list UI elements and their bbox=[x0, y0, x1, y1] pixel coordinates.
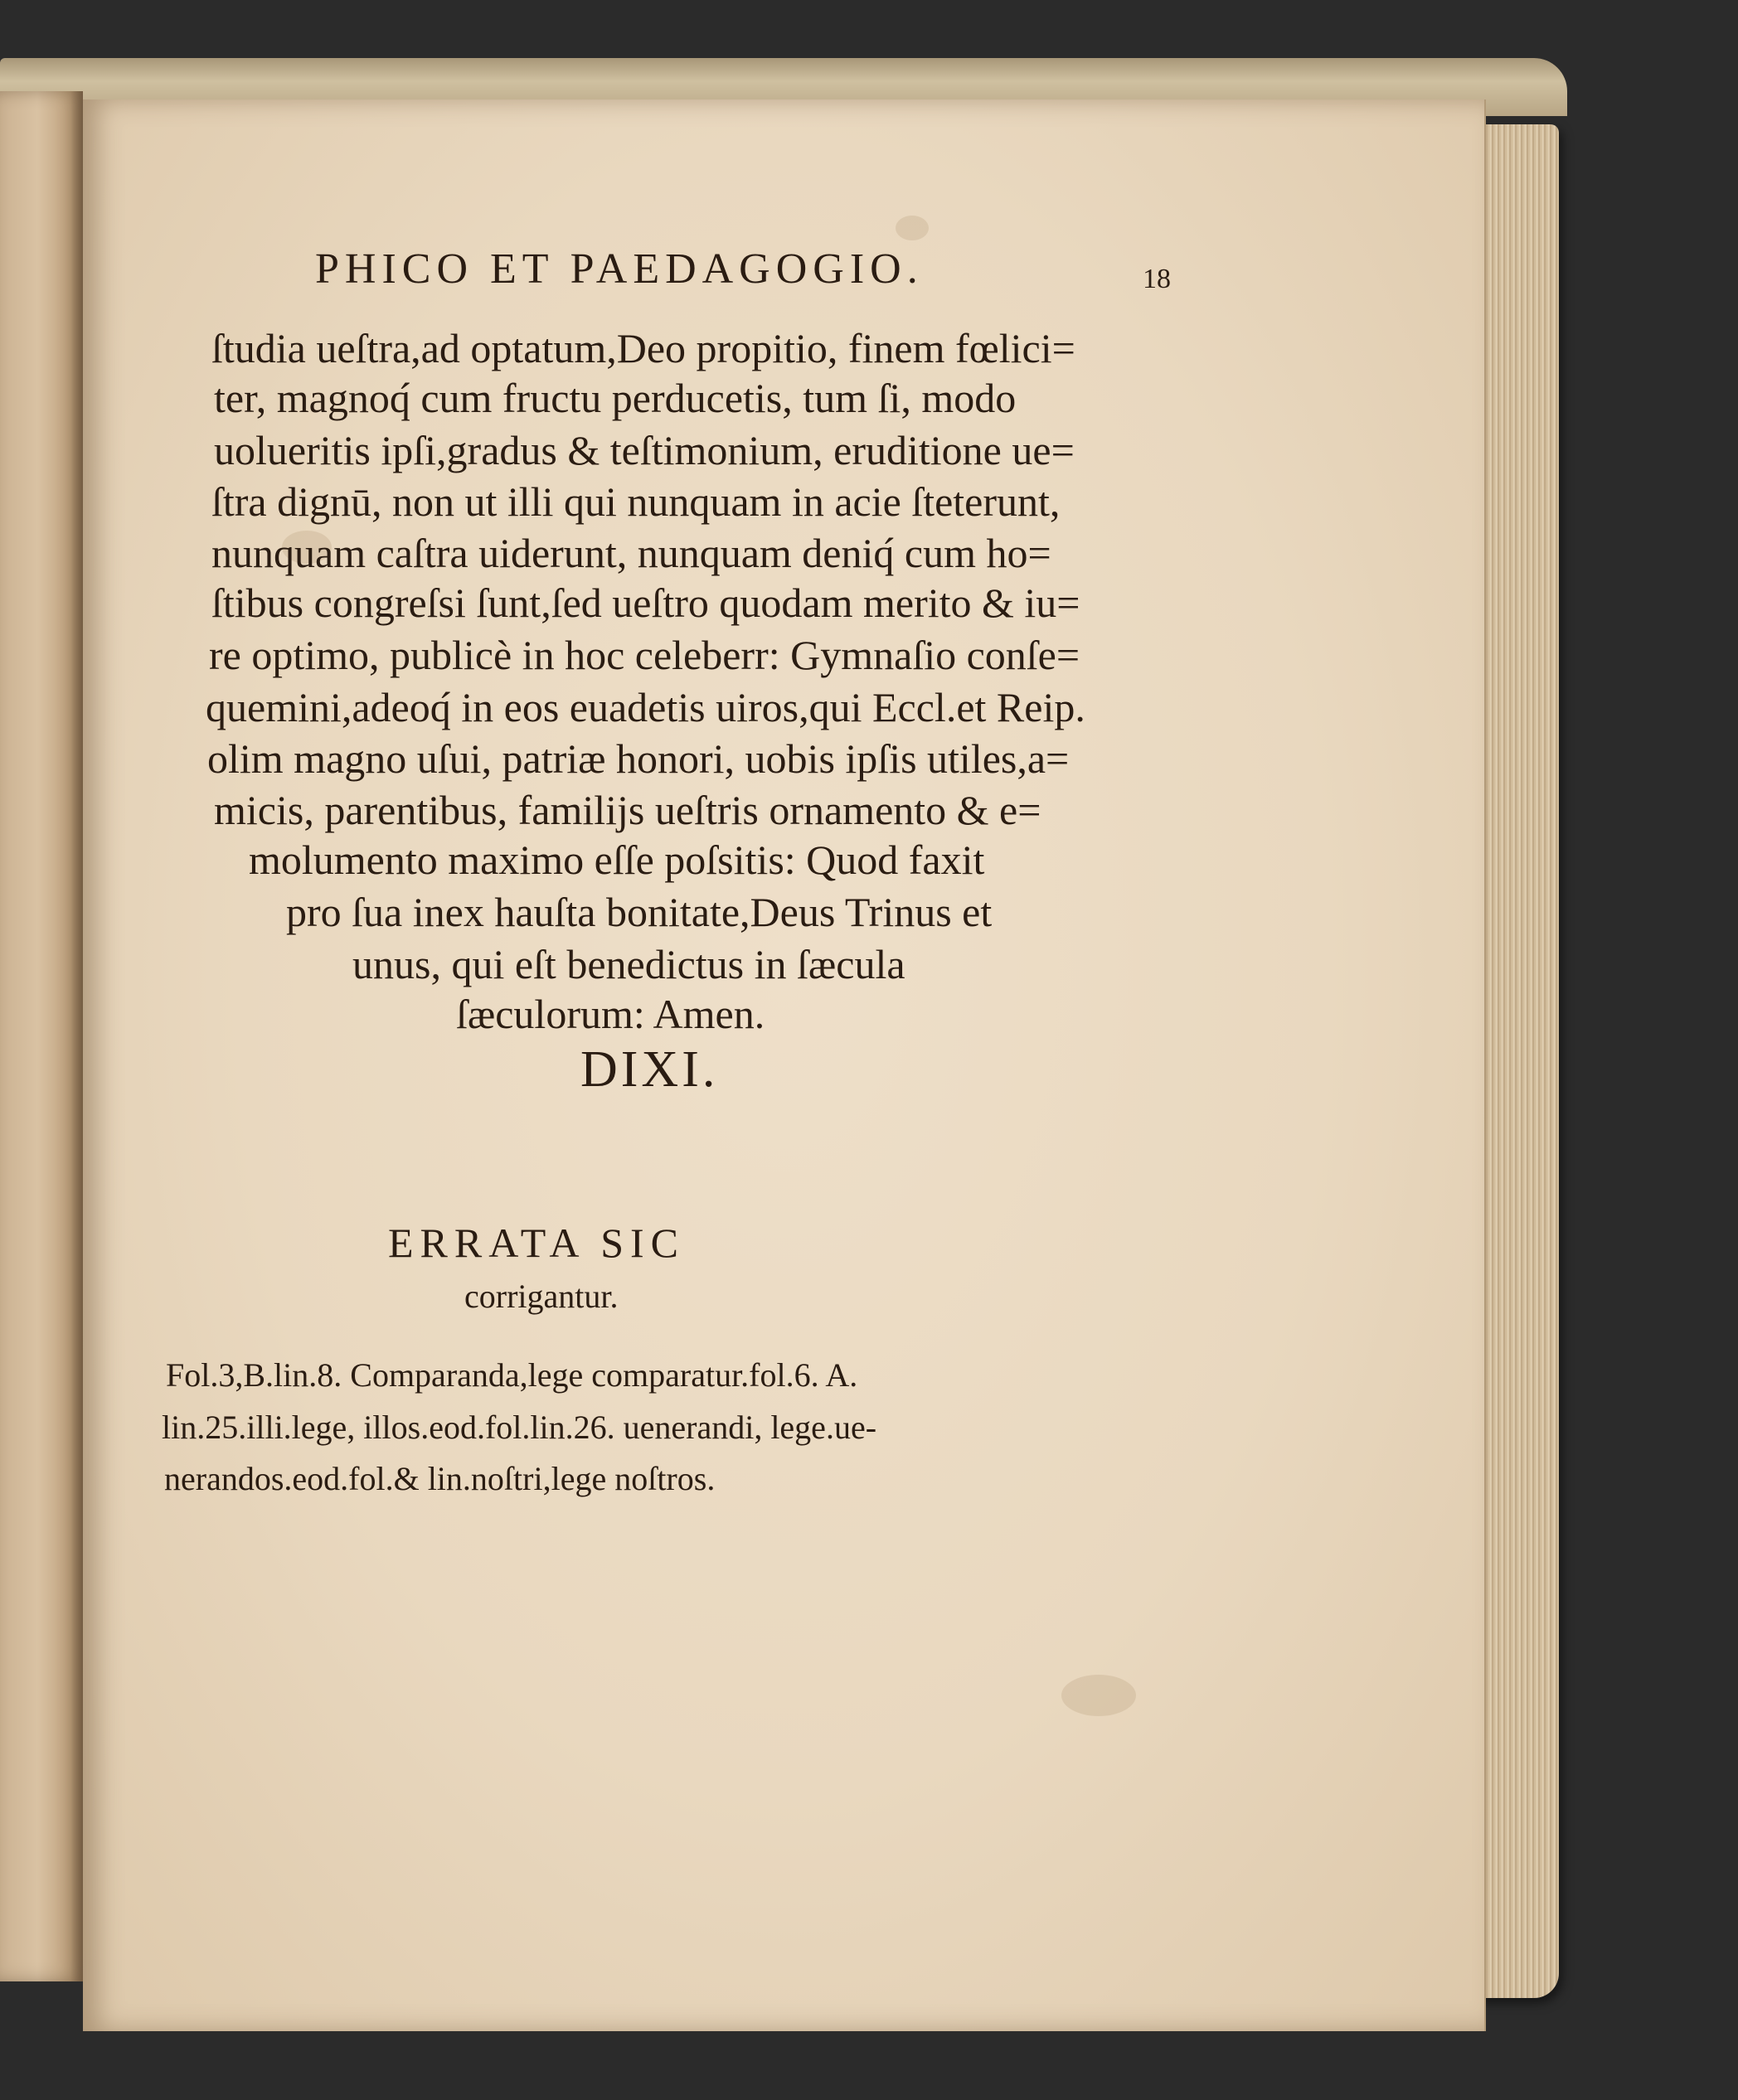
body-line: ſæculorum: Amen. bbox=[456, 991, 765, 1037]
folio-number: 18 bbox=[1143, 264, 1171, 294]
closing-word: DIXI. bbox=[580, 1041, 719, 1098]
body-line: molumento maximo eſſe poſsitis: Quod faxit bbox=[249, 837, 985, 883]
errata-title: ERRATA SIC bbox=[388, 1220, 686, 1266]
body-line: quemini,adeoq́ in eos euadetis uiros,qui Eccl.et Reip. bbox=[206, 684, 1085, 730]
running-head: PHICO ET PAEDAGOGIO. bbox=[315, 245, 924, 293]
body-line: nunquam caſtra uiderunt, nunquam deniq́ cum ho= bbox=[211, 530, 1051, 576]
errata-subtitle: corrigantur. bbox=[464, 1278, 619, 1315]
body-line: ſtra dignū, non ut illi qui nunquam in acie ſteterunt, bbox=[211, 478, 1061, 525]
paper-stain bbox=[896, 216, 929, 240]
body-line: ſtibus congreſsi ſunt,ſed ueſtro quodam merito & iu= bbox=[211, 580, 1080, 626]
paper-stain bbox=[1061, 1675, 1136, 1716]
left-page-edge bbox=[0, 91, 83, 1981]
body-line: re optimo, publicè in hoc celeberr: Gymnaſio conſe= bbox=[209, 632, 1080, 678]
body-line: ſtudia ueſtra,ad optatum,Deo propitio, finem fœlici= bbox=[211, 325, 1075, 371]
body-line: pro ſua inex hauſta bonitate,Deus Trinus et bbox=[286, 889, 993, 935]
body-line: uolueritis ipſi,gradus & teſtimonium, eruditione ue= bbox=[214, 427, 1075, 473]
body-line: micis, parentibus, familijs ueſtris ornamento & e= bbox=[214, 787, 1041, 833]
body-line: olim magno uſui, patriæ honori, uobis ipſis utiles,a= bbox=[207, 735, 1070, 782]
errata-line: nerandos.eod.fol.& lin.noſtri,lege noſtros. bbox=[164, 1460, 716, 1497]
errata-line: lin.25.illi.lege, illos.eod.fol.lin.26. uenerandi, lege.ue- bbox=[162, 1409, 877, 1446]
body-line: unus, qui eſt benedictus in ſæcula bbox=[352, 941, 905, 987]
body-line: ter, magnoq́ cum fructu perducetis, tum ſi, modo bbox=[214, 375, 1017, 421]
errata-line: Fol.3,B.lin.8. Comparanda,lege comparatur.fol.6. A. bbox=[166, 1356, 858, 1394]
